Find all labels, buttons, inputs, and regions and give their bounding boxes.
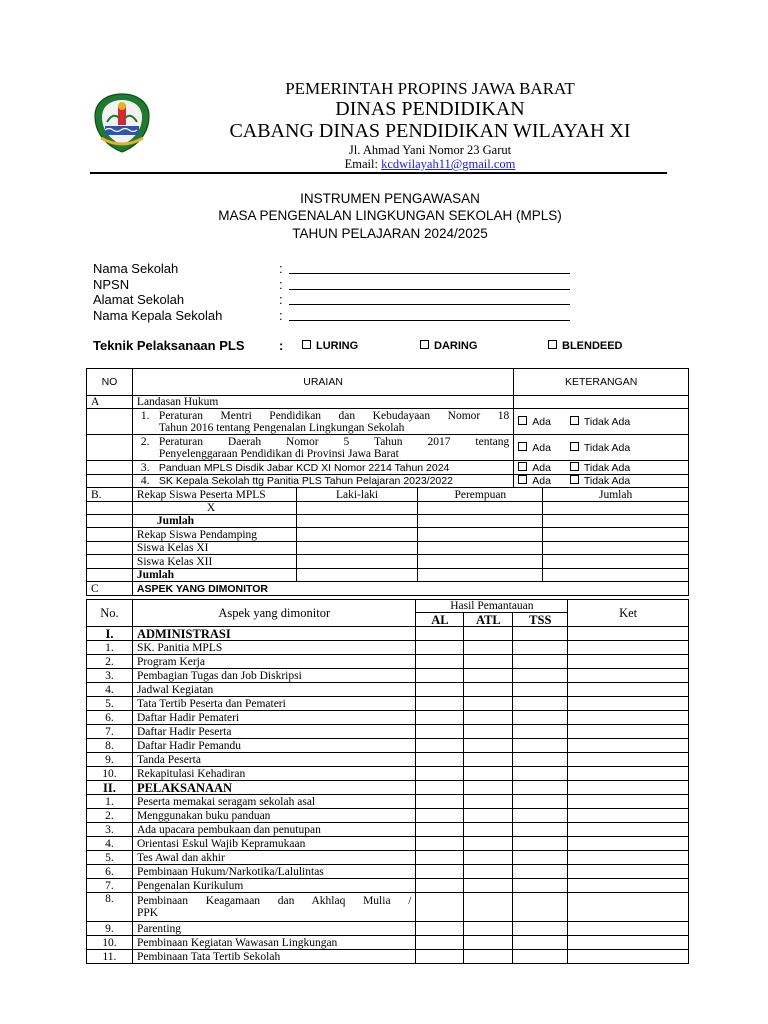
ket-cell[interactable]	[568, 683, 689, 697]
item-num: 3.	[140, 461, 150, 474]
atl-cell[interactable]	[464, 795, 513, 809]
row-text: Pembinaan Tata Tertib Sekolah	[132, 950, 416, 964]
al-cell[interactable]	[416, 879, 464, 893]
ket-cell[interactable]	[568, 739, 689, 753]
landasan-item	[132, 435, 513, 461]
row-text: Jadwal Kegiatan	[132, 683, 416, 697]
atl-cell[interactable]	[464, 865, 513, 879]
tss-cell[interactable]	[513, 950, 568, 964]
col-laki-laki: Laki-laki	[296, 488, 418, 502]
atl-cell[interactable]	[464, 655, 513, 669]
header-aspek: Aspek yang dimonitor	[132, 600, 416, 627]
input-cell[interactable]	[543, 515, 689, 528]
nama-sekolah-input[interactable]	[289, 273, 570, 274]
input-cell[interactable]	[418, 569, 543, 582]
header-al: AL	[416, 613, 464, 627]
tidak-ada-option[interactable]	[570, 462, 630, 474]
form-fields	[93, 261, 283, 323]
ket-cell[interactable]	[568, 697, 689, 711]
input-cell[interactable]	[543, 569, 689, 582]
row-text: Tanda Peserta	[132, 753, 416, 767]
gov-header-line1: PEMERINTAH PROPINS JAWA BARAT	[285, 79, 575, 98]
option-label: DARING	[434, 340, 478, 352]
option-blendeed[interactable]	[548, 340, 623, 352]
input-cell[interactable]	[296, 528, 418, 542]
row-text: Rekapitulasi Kehadiran	[132, 767, 416, 781]
row-text: Daftar Hadir Peserta	[132, 725, 416, 739]
field-label-npsn: NPSN	[93, 276, 130, 292]
item-num: 2.	[140, 435, 150, 448]
tss-cell[interactable]	[513, 725, 568, 739]
row-no: 9.	[87, 922, 133, 936]
section-a-code: A	[87, 396, 133, 409]
landasan-item	[132, 409, 513, 435]
ket-cell[interactable]	[568, 669, 689, 683]
row-text: Ada upacara pembukaan dan penutupan	[132, 823, 416, 837]
al-cell[interactable]	[416, 823, 464, 837]
rekap-row-label: Siswa Kelas XII	[132, 555, 296, 569]
ket-cell[interactable]	[568, 641, 689, 655]
landasan-item	[132, 475, 513, 488]
al-cell[interactable]	[416, 837, 464, 851]
field-colon: :	[279, 276, 283, 292]
checkbox-icon	[570, 416, 579, 425]
tidak-ada-label: Tidak Ada	[583, 415, 631, 428]
input-cell[interactable]	[418, 542, 543, 555]
input-cell[interactable]	[418, 502, 543, 515]
row-no: 3.	[87, 823, 133, 837]
header-rule	[90, 172, 667, 174]
section-c-code: C	[87, 582, 133, 596]
row-no: 8.	[87, 893, 133, 922]
ket-cell[interactable]	[568, 851, 689, 865]
ada-option[interactable]	[518, 475, 551, 487]
section-b-title: Rekap Siswa Peserta MPLS	[132, 488, 296, 502]
atl-cell[interactable]	[464, 697, 513, 711]
address: Jl. Ahmad Yani Nomor 23 Garut	[348, 143, 512, 157]
tss-cell[interactable]	[513, 823, 568, 837]
ket-cell[interactable]	[568, 725, 689, 739]
al-cell[interactable]	[416, 893, 464, 922]
tss-cell[interactable]	[513, 697, 568, 711]
atl-cell[interactable]	[464, 739, 513, 753]
row-text: Orientasi Eskul Wajib Kepramukaan	[132, 837, 416, 851]
row-text: Daftar Hadir Pemandu	[132, 739, 416, 753]
option-label: LURING	[316, 340, 359, 352]
row-no: 1.	[87, 641, 133, 655]
ket-cell[interactable]	[568, 879, 689, 893]
ket-cell[interactable]	[568, 711, 689, 725]
input-cell[interactable]	[543, 555, 689, 569]
field-colon: :	[279, 261, 283, 276]
doc-title-2: MASA PENGENALAN LINGKUNGAN SEKOLAH (MPLS)	[218, 208, 562, 223]
al-cell[interactable]	[416, 697, 464, 711]
row-text: Daftar Hadir Pemateri	[132, 711, 416, 725]
row-no: 5.	[87, 851, 133, 865]
row-text: Tata Tertib Peserta dan Pemateri	[132, 697, 416, 711]
keterangan-cell	[514, 461, 689, 475]
email-link[interactable]: kcdwilayah11@gmail.com	[381, 157, 516, 171]
tss-cell[interactable]	[513, 781, 568, 795]
tidak-ada-label: Tidak Ada	[583, 441, 631, 454]
section-a-title: Landasan Hukum	[132, 396, 513, 409]
atl-cell[interactable]	[464, 823, 513, 837]
al-cell[interactable]	[416, 936, 464, 950]
input-cell[interactable]	[543, 528, 689, 542]
tss-cell[interactable]	[513, 655, 568, 669]
atl-cell[interactable]	[464, 879, 513, 893]
section-no: I.	[87, 627, 133, 641]
tss-cell[interactable]	[513, 879, 568, 893]
field-label-nama-sekolah: Nama Sekolah	[93, 261, 179, 276]
tss-cell[interactable]	[513, 865, 568, 879]
ket-cell[interactable]	[568, 627, 689, 641]
atl-cell[interactable]	[464, 753, 513, 767]
item-line-1: Peraturan Mentri Pendidikan dan Kebudayaan Nomor 18	[158, 409, 510, 422]
checkbox-icon	[570, 475, 579, 484]
input-cell[interactable]	[296, 555, 418, 569]
item-num: 1.	[140, 409, 150, 422]
header-hasil: Hasil Pemantauan	[416, 600, 568, 613]
row-text: Program Kerja	[132, 655, 416, 669]
row-text	[132, 893, 416, 922]
row-no: 7.	[87, 725, 133, 739]
item-num: 4.	[140, 475, 150, 487]
al-cell[interactable]	[416, 809, 464, 823]
section-title: ADMINISTRASI	[132, 627, 416, 641]
tidak-ada-option[interactable]	[570, 475, 630, 487]
ket-cell[interactable]	[568, 865, 689, 879]
checkbox-icon	[518, 416, 527, 425]
atl-cell[interactable]	[464, 893, 513, 922]
atl-cell[interactable]	[464, 781, 513, 795]
ket-cell[interactable]	[568, 809, 689, 823]
row-no: 3.	[87, 669, 133, 683]
aspek-table	[86, 599, 689, 964]
al-cell[interactable]	[416, 753, 464, 767]
blank-cell	[87, 502, 133, 515]
al-cell[interactable]	[416, 739, 464, 753]
row-no: 8.	[87, 739, 133, 753]
ada-option[interactable]	[518, 416, 551, 428]
item-line-1: SK Kepala Sekolah ttg Panitia PLS Tahun Pelajaran 2023/2022	[158, 475, 453, 487]
tss-cell[interactable]	[513, 795, 568, 809]
ket-cell[interactable]	[568, 767, 689, 781]
item-line-1: Peraturan Daerah Nomor 5 Tahun 2017 tentang	[158, 435, 510, 448]
ket-cell[interactable]	[568, 893, 689, 922]
rekap-row-label: Jumlah	[132, 515, 296, 528]
atl-cell[interactable]	[464, 922, 513, 936]
atl-cell[interactable]	[464, 767, 513, 781]
tss-cell[interactable]	[513, 739, 568, 753]
tss-cell[interactable]	[513, 753, 568, 767]
row-text: Pengenalan Kurikulum	[132, 879, 416, 893]
gov-header-line3: CABANG DINAS PENDIDIKAN WILAYAH XI	[229, 120, 631, 142]
field-colon: :	[279, 292, 283, 307]
field-label-kepala-sekolah: Nama Kepala Sekolah	[93, 307, 223, 323]
ket-cell[interactable]	[568, 753, 689, 767]
al-cell[interactable]	[416, 922, 464, 936]
row-text: Menggunakan buku panduan	[132, 809, 416, 823]
rekap-row-label: Siswa Kelas XI	[132, 542, 296, 555]
al-cell[interactable]	[416, 865, 464, 879]
al-cell[interactable]	[416, 795, 464, 809]
ada-label: Ada	[532, 441, 551, 454]
header-ket: Ket	[568, 600, 689, 627]
tidak-ada-option[interactable]	[570, 442, 630, 454]
email-label: Email:	[344, 157, 382, 171]
keterangan-cell	[514, 409, 689, 435]
item-line-2: Penyelenggaraan Pendidikan di Provinsi Jawa Barat	[158, 447, 399, 460]
row-text: Pembinaan Hukum/Narkotika/Lalulintas	[132, 865, 416, 879]
row-no: 11.	[87, 950, 133, 964]
doc-title-1: INSTRUMEN PENGAWASAN	[300, 191, 480, 206]
header-no: No.	[87, 600, 133, 627]
ket-cell[interactable]	[568, 655, 689, 669]
checkbox-icon	[518, 462, 527, 471]
row-no: 6.	[87, 711, 133, 725]
atl-cell[interactable]	[464, 669, 513, 683]
al-cell[interactable]	[416, 781, 464, 795]
tidak-ada-label: Tidak Ada	[583, 461, 631, 474]
input-cell[interactable]	[296, 542, 418, 555]
row-no: 4.	[87, 683, 133, 697]
atl-cell[interactable]	[464, 683, 513, 697]
al-cell[interactable]	[416, 767, 464, 781]
item-line-1: Panduan MPLS Disdik Jabar KCD XI Nomor 2214 Tahun 2024	[158, 461, 450, 474]
option-luring[interactable]	[302, 340, 358, 352]
checkbox-icon	[518, 475, 527, 484]
input-cell[interactable]	[418, 515, 543, 528]
row-text-line-1: Pembinaan Keagamaan dan Akhlaq Mulia /	[136, 895, 412, 907]
col-jumlah: Jumlah	[543, 488, 689, 502]
tss-cell[interactable]	[513, 809, 568, 823]
al-cell[interactable]	[416, 641, 464, 655]
input-cell[interactable]	[543, 542, 689, 555]
provincial-logo	[93, 92, 151, 154]
row-text: Tes Awal dan akhir	[132, 851, 416, 865]
tss-cell[interactable]	[513, 669, 568, 683]
col-perempuan: Perempuan	[418, 488, 543, 502]
row-no: 10.	[87, 767, 133, 781]
teknik-colon: :	[279, 338, 284, 353]
ket-cell[interactable]	[568, 795, 689, 809]
blank-cell	[87, 555, 133, 569]
section-no: II.	[87, 781, 133, 795]
landasan-item	[132, 461, 513, 475]
tidak-ada-label: Tidak Ada	[583, 475, 631, 487]
checkbox-icon	[570, 442, 579, 451]
field-colon: :	[279, 307, 283, 323]
ket-cell[interactable]	[568, 950, 689, 964]
al-cell[interactable]	[416, 725, 464, 739]
blank-cell	[87, 528, 133, 542]
tss-cell[interactable]	[513, 837, 568, 851]
blank-cell	[87, 542, 133, 555]
checkbox-icon	[570, 462, 579, 471]
atl-cell[interactable]	[464, 725, 513, 739]
tidak-ada-option[interactable]	[570, 416, 630, 428]
section-b-code: B.	[87, 488, 133, 502]
tss-cell[interactable]	[513, 683, 568, 697]
header-keterangan: KETERANGAN	[514, 369, 689, 396]
al-cell[interactable]	[416, 627, 464, 641]
ada-label: Ada	[532, 461, 551, 474]
row-text: Pembinaan Kegiatan Wawasan Lingkungan	[132, 936, 416, 950]
al-cell[interactable]	[416, 950, 464, 964]
kepala-sekolah-input[interactable]	[289, 320, 570, 321]
tss-cell[interactable]	[513, 851, 568, 865]
al-cell[interactable]	[416, 683, 464, 697]
rekap-row-label: X	[132, 502, 296, 515]
al-cell[interactable]	[416, 851, 464, 865]
checkbox-icon	[518, 442, 527, 451]
row-no: 2.	[87, 809, 133, 823]
header-atl: ATL	[464, 613, 513, 627]
tss-cell[interactable]	[513, 767, 568, 781]
input-cell[interactable]	[296, 569, 418, 582]
atl-cell[interactable]	[464, 809, 513, 823]
row-no: 7.	[87, 879, 133, 893]
tss-cell[interactable]	[513, 893, 568, 922]
atl-cell[interactable]	[464, 936, 513, 950]
rekap-row-label: Jumlah	[132, 569, 296, 582]
tss-cell[interactable]	[513, 936, 568, 950]
keterangan-cell	[514, 435, 689, 461]
rekap-row-label: Rekap Siswa Pendamping	[132, 528, 296, 542]
landasan-table	[86, 368, 689, 596]
checkbox-icon	[420, 340, 429, 349]
atl-cell[interactable]	[464, 851, 513, 865]
keterangan-cell	[514, 475, 689, 488]
email-line	[170, 157, 690, 172]
row-no: 2.	[87, 655, 133, 669]
row-text: Parenting	[132, 922, 416, 936]
atl-cell[interactable]	[464, 950, 513, 964]
tss-cell[interactable]	[513, 711, 568, 725]
blank-cell	[87, 569, 133, 582]
row-text: Peserta memakai seragam sekolah asal	[132, 795, 416, 809]
ket-cell[interactable]	[568, 922, 689, 936]
blank-cell	[87, 409, 133, 435]
input-cell[interactable]	[296, 502, 418, 515]
blank-cell	[87, 475, 133, 488]
row-no: 4.	[87, 837, 133, 851]
row-text: Pembagian Tugas dan Job Diskripsi	[132, 669, 416, 683]
teknik-label: Teknik Pelaksanaan PLS	[93, 338, 245, 353]
row-no: 5.	[87, 697, 133, 711]
tss-cell[interactable]	[513, 641, 568, 655]
al-cell[interactable]	[416, 711, 464, 725]
atl-cell[interactable]	[464, 711, 513, 725]
section-c-title: ASPEK YANG DIMONITOR	[132, 582, 688, 596]
al-cell[interactable]	[416, 669, 464, 683]
item-line-2: Tahun 2016 tentang Pengenalan Lingkungan Sekolah	[158, 421, 405, 434]
ket-cell[interactable]	[568, 936, 689, 950]
row-text-line-2: PPK	[136, 907, 159, 919]
blank-cell	[87, 515, 133, 528]
field-label-alamat: Alamat Sekolah	[93, 292, 185, 307]
atl-cell[interactable]	[464, 837, 513, 851]
npsn-input[interactable]	[289, 289, 570, 290]
header-no: NO	[87, 369, 133, 396]
header-uraian: URAIAN	[132, 369, 513, 396]
section-title: PELAKSANAAN	[132, 781, 416, 795]
row-no: 9.	[87, 753, 133, 767]
al-cell[interactable]	[416, 655, 464, 669]
row-no: 10.	[87, 936, 133, 950]
input-cell[interactable]	[543, 502, 689, 515]
input-cell[interactable]	[418, 555, 543, 569]
input-cell[interactable]	[296, 515, 418, 528]
checkbox-icon	[548, 340, 557, 349]
option-label: BLENDEED	[562, 340, 623, 352]
ket-cell[interactable]	[568, 837, 689, 851]
ada-label: Ada	[532, 415, 551, 428]
blank-cell	[87, 435, 133, 461]
row-no: 1.	[87, 795, 133, 809]
ada-option[interactable]	[518, 462, 551, 474]
option-daring[interactable]	[420, 340, 477, 352]
row-no: 6.	[87, 865, 133, 879]
ada-option[interactable]	[518, 442, 551, 454]
gov-header-line2: DINAS PENDIDIKAN	[335, 98, 525, 120]
tss-cell[interactable]	[513, 627, 568, 641]
doc-title-3: TAHUN PELAJARAN 2024/2025	[292, 226, 488, 241]
blank-cell	[87, 461, 133, 475]
atl-cell[interactable]	[464, 641, 513, 655]
header-tss: TSS	[513, 613, 568, 627]
blank-cell	[514, 396, 689, 409]
checkbox-icon	[302, 340, 311, 349]
row-text: SK. Panitia MPLS	[132, 641, 416, 655]
input-cell[interactable]	[418, 528, 543, 542]
tss-cell[interactable]	[513, 922, 568, 936]
ket-cell[interactable]	[568, 823, 689, 837]
ket-cell[interactable]	[568, 781, 689, 795]
alamat-input[interactable]	[289, 304, 570, 305]
ada-label: Ada	[532, 475, 551, 487]
atl-cell[interactable]	[464, 627, 513, 641]
